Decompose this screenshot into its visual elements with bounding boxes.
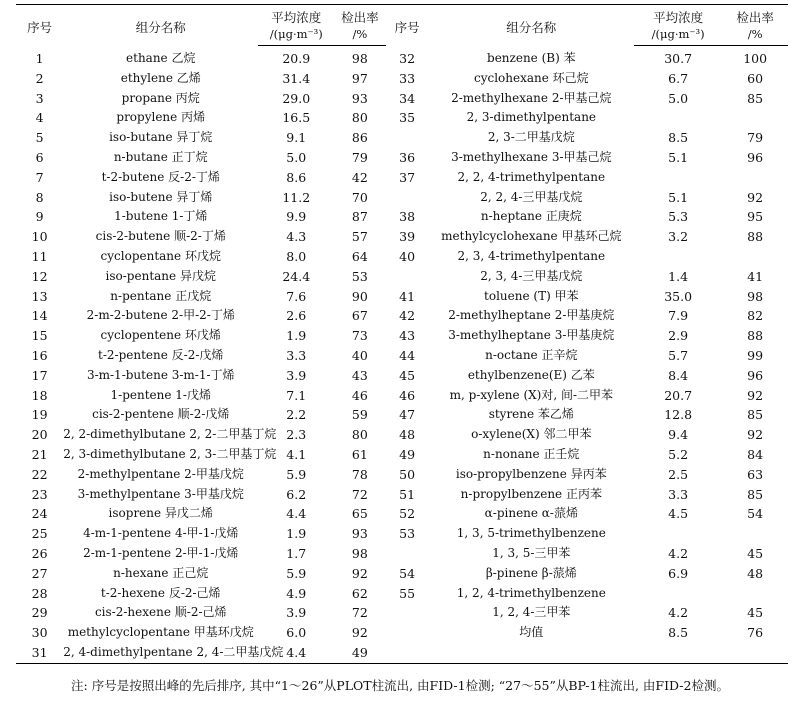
detection-rate-right: 85	[747, 407, 764, 423]
avg-concentration-right: 4.2	[668, 545, 689, 561]
compound-name-left: 1-butene 1-丁烯	[114, 209, 208, 224]
compound-name-left: cyclopentane 环戊烷	[100, 248, 221, 263]
row-number-right: 52	[399, 506, 416, 522]
avg-concentration-right: 5.7	[668, 347, 689, 363]
compound-name-left: 2-methylpentane 2-甲基戊烷	[77, 466, 244, 481]
avg-concentration-right: 7.9	[668, 308, 689, 324]
avg-concentration-right: 3.3	[668, 486, 689, 502]
row-number-right: 38	[399, 209, 416, 225]
avg-concentration-left: 1.9	[286, 328, 307, 344]
header-no-right: 序号	[386, 5, 429, 46]
detection-rate-right: 88	[747, 328, 764, 344]
detection-rate-right: 84	[747, 446, 764, 462]
table-row	[16, 346, 788, 366]
header-rate-right: 检出率	[722, 5, 788, 27]
detection-rate-right	[722, 584, 788, 604]
row-number-right: 49	[399, 446, 416, 462]
detection-rate-left: 98	[351, 51, 368, 66]
row-number-right: 51	[399, 486, 416, 502]
table-note: 注: 序号是按照出峰的先后排序, 其中“1～26”从PLOT柱流出, 由FID-1检测; “27～55”从BP-1柱流出, 由FID-2检测。	[71, 678, 729, 693]
compound-name-right: ethylbenzene(E) 乙苯	[467, 367, 595, 382]
table-row	[16, 524, 788, 544]
detection-rate-right	[722, 643, 788, 663]
row-number-left: 13	[31, 288, 48, 304]
compound-name-right: n-propylbenzene 正丙苯	[460, 486, 602, 501]
compound-name-right: 1, 2, 4-trimethylbenzene	[456, 585, 606, 600]
detection-rate-right: 85	[747, 90, 764, 106]
row-number-left: 11	[31, 248, 48, 264]
compound-name-right: 2, 3-二甲基戊烷	[487, 130, 575, 145]
row-number-right: 39	[399, 229, 416, 245]
table-body	[16, 46, 788, 664]
compound-name-left: iso-butane 异丁烷	[109, 130, 213, 145]
detection-rate-left: 62	[351, 585, 368, 601]
row-number-right: 46	[399, 387, 416, 403]
table-row	[16, 128, 788, 148]
row-number-right: 35	[399, 110, 416, 126]
compound-name-right: β-pinene β-蒎烯	[485, 565, 577, 580]
table-row	[16, 485, 788, 505]
detection-rate-left: 43	[351, 367, 368, 383]
detection-rate-right: 82	[747, 308, 764, 324]
row-number-right: 47	[399, 407, 416, 423]
avg-concentration-right: 12.8	[664, 407, 693, 423]
compound-name-right: 2, 3, 4-三甲基戊烷	[480, 268, 583, 283]
header-rate-unit: /%	[334, 26, 385, 46]
avg-concentration-right: 5.1	[668, 189, 689, 205]
table-row	[16, 69, 788, 89]
row-number-right: 33	[399, 70, 416, 86]
row-number-right	[386, 623, 429, 643]
row-number-left: 14	[31, 308, 48, 324]
table-row	[16, 247, 788, 267]
detection-rate-right: 45	[747, 545, 764, 561]
row-number-right: 50	[399, 466, 416, 482]
row-number-left: 15	[31, 328, 48, 344]
table-row	[16, 326, 788, 346]
row-number-right	[386, 643, 429, 663]
compound-name-right: methylcyclohexane 甲基环己烷	[441, 229, 622, 244]
row-number-left: 29	[31, 605, 48, 621]
table-row	[16, 207, 788, 227]
detection-rate-left: 72	[351, 605, 368, 621]
avg-concentration-right	[634, 584, 722, 604]
avg-concentration-right	[634, 108, 722, 128]
detection-rate-right: 92	[747, 189, 764, 205]
row-number-right: 37	[399, 169, 416, 185]
avg-concentration-left: 3.3	[286, 347, 307, 363]
table-row	[16, 623, 788, 643]
row-number-left: 23	[31, 486, 48, 502]
compound-name-left: isoprene 异戊二烯	[108, 506, 213, 521]
row-number-left: 1	[35, 50, 44, 66]
avg-concentration-right	[634, 643, 722, 663]
avg-concentration-left: 5.9	[286, 466, 307, 482]
detection-rate-left: 40	[351, 347, 368, 363]
row-number-left: 28	[31, 585, 48, 601]
row-number-left: 30	[31, 625, 48, 641]
compound-name-right: o-xylene(X) 邻二甲苯	[471, 427, 592, 442]
row-number-left: 12	[31, 268, 48, 284]
compound-name-left: 4-m-1-pentene 4-甲-1-戊烯	[83, 526, 239, 541]
row-number-left: 7	[35, 169, 44, 185]
compound-name-left: 3-m-1-butene 3-m-1-丁烯	[86, 367, 235, 382]
compound-name-right: 3-methylheptane 3-甲基庚烷	[448, 328, 615, 343]
detection-rate-right: 60	[747, 70, 764, 86]
row-number-right	[386, 603, 429, 623]
compound-name-left: ethylene 乙烯	[120, 70, 201, 85]
table-row	[16, 544, 788, 564]
row-number-right: 34	[399, 90, 416, 106]
avg-concentration-left: 29.0	[282, 90, 311, 106]
detection-rate-right: 96	[747, 149, 764, 165]
table-row	[16, 504, 788, 524]
detection-rate-left: 65	[351, 506, 368, 522]
table-row	[16, 148, 788, 168]
table-header	[16, 5, 788, 46]
detection-rate-left: 53	[351, 268, 368, 284]
header-conc-unit-right: /(μg·m⁻³)	[634, 26, 722, 46]
detection-rate-left: 98	[351, 545, 368, 561]
header-name-right: 组分名称	[429, 5, 634, 46]
avg-concentration-left: 4.3	[286, 229, 307, 245]
header-rate: 检出率	[334, 5, 385, 27]
row-number-right: 55	[399, 585, 416, 601]
detection-rate-left: 64	[351, 248, 368, 264]
compound-name-left: propane 丙烷	[121, 90, 200, 105]
compound-name-right: m, p-xylene (X)对, 间-二甲苯	[449, 387, 614, 402]
avg-concentration-left: 11.2	[282, 189, 311, 205]
compound-name-right: n-heptane 正庚烷	[480, 209, 582, 224]
compound-name-left: cis-2-butene 顺-2-丁烯	[95, 229, 226, 244]
detection-rate-left: 93	[351, 526, 368, 542]
detection-rate-left: 90	[351, 288, 368, 304]
compound-name-left: 1-pentene 1-戊烯	[110, 387, 211, 402]
table-row	[16, 366, 788, 386]
compound-name-right: n-nonane 正壬烷	[483, 446, 580, 461]
table-row	[16, 386, 788, 406]
detection-rate-right: 99	[747, 347, 764, 363]
compound-name-right: 2, 2, 4-三甲基戊烷	[480, 189, 583, 204]
detection-rate-right: 54	[747, 506, 764, 522]
compound-name-left: n-pentane 正戊烷	[110, 288, 212, 303]
avg-concentration-left: 2.2	[286, 407, 307, 423]
compound-name-right: styrene 苯乙烯	[488, 407, 574, 422]
table-row	[16, 168, 788, 188]
avg-concentration-right: 5.2	[668, 446, 689, 462]
row-number-right	[386, 544, 429, 564]
row-number-right: 41	[399, 288, 416, 304]
compound-name-left: cis-2-pentene 顺-2-戊烯	[92, 407, 230, 422]
table-row	[16, 425, 788, 445]
compound-name-right: iso-propylbenzene 异丙苯	[455, 466, 607, 481]
row-number-right: 32	[399, 50, 416, 66]
avg-concentration-left: 16.5	[282, 110, 311, 126]
table-row	[16, 267, 788, 287]
compound-name-left: cyclopentene 环戊烯	[100, 328, 221, 343]
row-number-left: 21	[31, 446, 48, 462]
detection-rate-right: 88	[747, 229, 764, 245]
row-number-left: 27	[31, 565, 48, 581]
avg-concentration-right: 5.0	[668, 90, 689, 106]
header-rate-unit-right: /%	[722, 26, 788, 46]
detection-rate-right	[722, 524, 788, 544]
row-number-left: 6	[35, 149, 44, 165]
table-row	[16, 287, 788, 307]
compound-name-left: t-2-butene 反-2-丁烯	[101, 169, 220, 184]
detection-rate-left: 73	[351, 328, 368, 344]
detection-rate-right: 41	[747, 268, 764, 284]
row-number-left: 24	[31, 506, 48, 522]
row-number-left: 19	[31, 407, 48, 423]
row-number-right: 48	[399, 427, 416, 443]
header-conc-unit: /(μg·m⁻³)	[258, 26, 334, 46]
compound-name-left: cis-2-hexene 顺-2-己烯	[94, 605, 227, 620]
row-number-right: 44	[399, 347, 416, 363]
avg-concentration-left: 7.1	[286, 387, 307, 403]
detection-rate-left: 79	[351, 149, 368, 165]
compound-name-left: 2, 4-dimethylpentane 2, 4-二甲基戊烷	[63, 643, 258, 663]
detection-rate-left: 80	[351, 427, 368, 443]
avg-concentration-right: 8.5	[668, 130, 689, 146]
table-row	[16, 643, 788, 663]
avg-concentration-right: 5.3	[668, 209, 689, 225]
row-number-left: 25	[31, 526, 48, 542]
detection-rate-left: 61	[351, 446, 368, 462]
detection-rate-left: 57	[351, 229, 368, 245]
table-row	[16, 306, 788, 326]
avg-concentration-left: 3.9	[286, 605, 307, 621]
compound-name-right: n-octane 正辛烷	[485, 347, 578, 362]
header-name: 组分名称	[63, 5, 258, 46]
table-row	[16, 564, 788, 584]
row-number-left: 2	[35, 70, 44, 86]
row-number-right: 45	[399, 367, 416, 383]
detection-rate-left: 97	[351, 70, 368, 86]
compound-name-left: 3-methylpentane 3-甲基戊烷	[77, 486, 244, 501]
row-number-right	[386, 188, 429, 208]
compound-name-left: methylcyclopentane 甲基环戊烷	[67, 625, 254, 640]
avg-concentration-right: 4.5	[668, 506, 689, 522]
table-row	[16, 445, 788, 465]
avg-concentration-right: 3.2	[668, 229, 689, 245]
avg-concentration-right: 20.7	[664, 387, 693, 403]
row-number-left: 9	[35, 209, 44, 225]
detection-rate-right: 79	[747, 130, 764, 146]
compound-name-left: propylene 丙烯	[116, 110, 206, 125]
detection-rate-left: 86	[351, 130, 368, 146]
avg-concentration-left: 5.9	[286, 565, 307, 581]
row-number-left: 18	[31, 387, 48, 403]
avg-concentration-right: 30.7	[664, 51, 693, 66]
detection-rate-right	[722, 247, 788, 267]
avg-concentration-left: 3.9	[286, 367, 307, 383]
row-number-left: 17	[31, 367, 48, 383]
avg-concentration-right	[634, 247, 722, 267]
row-number-left: 26	[31, 545, 48, 561]
detection-rate-left: 70	[351, 189, 368, 205]
avg-concentration-left: 31.4	[282, 70, 311, 86]
table-row	[16, 465, 788, 485]
detection-rate-left: 46	[351, 387, 368, 403]
row-number-right: 36	[399, 149, 416, 165]
avg-concentration-left: 8.6	[286, 169, 307, 185]
row-number-left: 4	[35, 110, 44, 126]
compound-name-left: 2-m-2-butene 2-甲-2-丁烯	[86, 308, 235, 323]
row-number-right	[386, 267, 429, 287]
avg-concentration-right: 8.4	[668, 367, 689, 383]
detection-rate-right: 98	[747, 288, 764, 304]
detection-rate-left: 80	[351, 110, 368, 126]
compound-name-left: 2-m-1-pentene 2-甲-1-戊烯	[83, 545, 239, 560]
avg-concentration-right: 2.5	[668, 466, 689, 482]
compound-name-right: 1, 3, 5-三甲苯	[492, 545, 571, 560]
detection-rate-left: 92	[351, 565, 368, 581]
avg-concentration-left: 6.0	[286, 625, 307, 641]
avg-concentration-right: 1.4	[668, 268, 689, 284]
avg-concentration-left: 7.6	[286, 288, 307, 304]
row-number-right: 40	[399, 248, 416, 264]
detection-rate-right: 48	[747, 565, 764, 581]
compound-name-right: toluene (T) 甲苯	[484, 288, 579, 303]
avg-concentration-left: 5.0	[286, 149, 307, 165]
compound-name-right: 2, 2, 4-trimethylpentane	[457, 169, 606, 184]
compound-name-right: 均值	[519, 625, 544, 640]
detection-rate-right	[722, 168, 788, 188]
voc-table	[16, 4, 788, 664]
avg-concentration-left: 24.4	[282, 268, 311, 284]
avg-concentration-left: 2.6	[286, 308, 307, 324]
compound-name-right: cyclohexane 环己烷	[473, 70, 589, 85]
compound-name-left: ethane 乙烷	[126, 50, 196, 65]
avg-concentration-right: 35.0	[664, 288, 693, 304]
avg-concentration-left: 1.9	[286, 526, 307, 542]
avg-concentration-left: 4.9	[286, 585, 307, 601]
compound-name-left: t-2-hexene 反-2-己烯	[100, 585, 221, 600]
compound-name-right: α-pinene α-蒎烯	[484, 506, 578, 521]
avg-concentration-right: 5.1	[668, 149, 689, 165]
row-number-right	[386, 128, 429, 148]
row-number-left: 31	[16, 643, 63, 663]
detection-rate-right: 100	[743, 51, 768, 66]
compound-name-right: benzene (B) 苯	[487, 50, 576, 65]
compound-name-left: n-butane 正丁烷	[113, 149, 208, 164]
table-row	[16, 603, 788, 623]
row-number-left: 5	[35, 130, 44, 146]
table-row	[16, 89, 788, 109]
row-number-right: 54	[399, 565, 416, 581]
row-number-left: 10	[31, 229, 48, 245]
row-number-left: 8	[35, 189, 44, 205]
avg-concentration-right: 6.9	[668, 565, 689, 581]
compound-name-right: 2, 3-dimethylpentane	[466, 110, 597, 125]
detection-rate-right: 85	[747, 486, 764, 502]
row-number-left: 3	[35, 90, 44, 106]
row-number-right: 53	[399, 526, 416, 542]
row-number-left: 16	[31, 347, 48, 363]
detection-rate-left: 72	[351, 486, 368, 502]
compound-name-right: 2, 3, 4-trimethylpentane	[457, 248, 606, 263]
row-number-left: 20	[31, 427, 48, 443]
avg-concentration-left: 2.3	[286, 427, 307, 443]
avg-concentration-left: 20.9	[282, 51, 311, 66]
avg-concentration-left: 4.4	[258, 643, 334, 663]
compound-name-right	[429, 643, 634, 663]
detection-rate-left: 93	[351, 90, 368, 106]
compound-name-right: 1, 2, 4-三甲苯	[492, 605, 571, 620]
row-number-right: 43	[399, 328, 416, 344]
header-conc-right: 平均浓度	[634, 5, 722, 27]
compound-name-left: 2, 3-dimethylbutane 2, 3-二甲基丁烷	[63, 446, 277, 461]
avg-concentration-right: 9.4	[668, 427, 689, 443]
avg-concentration-left: 4.4	[286, 506, 307, 522]
detection-rate-right: 92	[747, 387, 764, 403]
header-no: 序号	[16, 5, 63, 46]
table-row	[16, 584, 788, 604]
detection-rate-right: 45	[747, 605, 764, 621]
avg-concentration-right: 8.5	[668, 625, 689, 641]
avg-concentration-right: 4.2	[668, 605, 689, 621]
detection-rate-left: 67	[351, 308, 368, 324]
compound-name-left: iso-butene 异丁烯	[109, 189, 213, 204]
detection-rate-right: 95	[747, 209, 764, 225]
detection-rate-right: 96	[747, 367, 764, 383]
avg-concentration-right	[634, 168, 722, 188]
detection-rate-right: 63	[747, 466, 764, 482]
header-conc: 平均浓度	[258, 5, 334, 27]
table-row	[16, 405, 788, 425]
row-number-right: 42	[399, 308, 416, 324]
compound-name-right: 2-methylhexane 2-甲基己烷	[451, 90, 612, 105]
detection-rate-left: 87	[351, 209, 368, 225]
detection-rate-left: 49	[334, 643, 385, 663]
detection-rate-left: 92	[351, 625, 368, 641]
detection-rate-right	[722, 108, 788, 128]
avg-concentration-right	[634, 524, 722, 544]
detection-rate-left: 59	[351, 407, 368, 423]
avg-concentration-left: 6.2	[286, 486, 307, 502]
table-row	[16, 46, 788, 69]
detection-rate-right: 76	[747, 625, 764, 641]
compound-name-left: 2, 2-dimethylbutane 2, 2-二甲基丁烷	[63, 427, 277, 442]
avg-concentration-left: 1.7	[286, 545, 307, 561]
compound-name-right: 2-methylheptane 2-甲基庚烷	[448, 308, 615, 323]
avg-concentration-left: 4.1	[286, 446, 307, 462]
row-number-left: 22	[31, 466, 48, 482]
detection-rate-left: 78	[351, 466, 368, 482]
detection-rate-left: 42	[351, 169, 368, 185]
table-row	[16, 108, 788, 128]
avg-concentration-left: 9.1	[286, 130, 307, 146]
compound-name-left: iso-pentane 异戊烷	[105, 268, 216, 283]
table-row	[16, 188, 788, 208]
compound-name-left: n-hexane 正己烷	[113, 565, 209, 580]
avg-concentration-right: 6.7	[668, 70, 689, 86]
compound-name-right: 3-methylhexane 3-甲基己烷	[451, 149, 612, 164]
compound-name-left: t-2-pentene 反-2-戊烯	[98, 347, 224, 362]
avg-concentration-left: 8.0	[286, 248, 307, 264]
compound-name-right: 1, 3, 5-trimethylbenzene	[456, 526, 606, 541]
detection-rate-right: 92	[747, 427, 764, 443]
avg-concentration-right: 2.9	[668, 328, 689, 344]
table-row	[16, 227, 788, 247]
avg-concentration-left: 9.9	[286, 209, 307, 225]
